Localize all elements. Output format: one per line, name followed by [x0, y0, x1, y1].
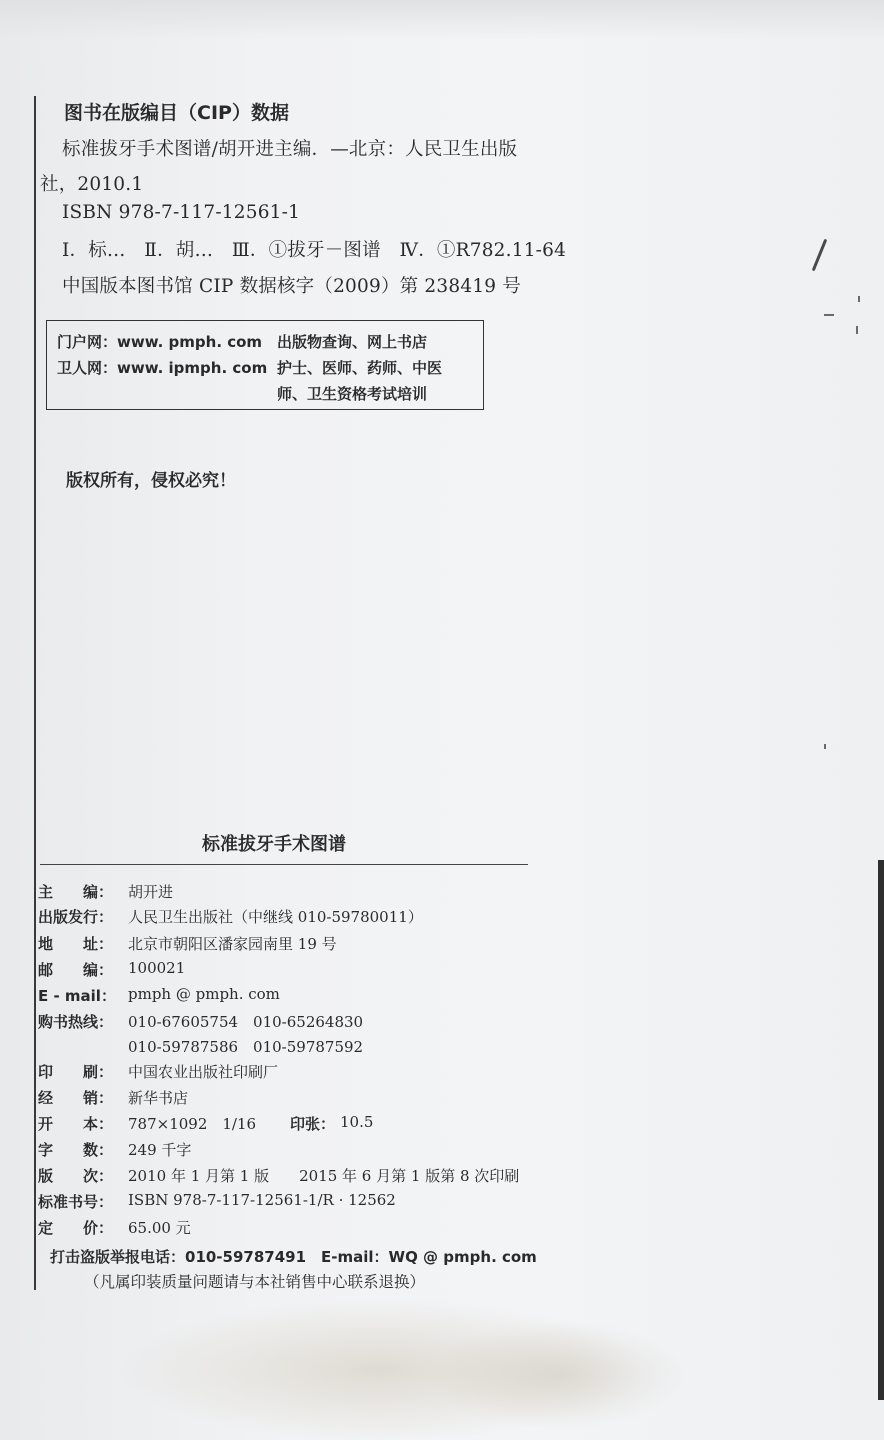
isbn-value: ISBN 978-7-117-12561-1/R · 12562	[128, 1191, 396, 1209]
email-value: pmph @ pmph. com	[128, 985, 280, 1003]
book-title: 标准拔牙手术图谱	[202, 834, 346, 855]
address-label: 地 址：	[38, 935, 114, 953]
postcode-label: 邮 编：	[38, 961, 114, 979]
cip-line-1: 标准拔牙手术图谱/胡开进主编．—北京：人民卫生出版	[62, 139, 518, 160]
distributor-value: 新华书店	[128, 1089, 189, 1107]
sheets-value: 10.5	[340, 1113, 374, 1131]
health-description-1: 护士、医师、药师、中医	[277, 359, 443, 377]
address-value: 北京市朝阳区潘家园南里 19 号	[128, 935, 337, 953]
pen-mark	[856, 326, 858, 334]
copyright-notice: 版权所有，侵权必究！	[66, 471, 236, 491]
isbn-label: 标准书号：	[38, 1193, 114, 1211]
editor-label: 主 编：	[38, 883, 114, 901]
format-label: 开 本：	[38, 1115, 114, 1133]
hotline-value-2: 010-59787586 010-59787592	[128, 1038, 364, 1056]
sheets-label: 印张：	[290, 1115, 336, 1133]
edition-value: 2010 年 1 月第 1 版 2015 年 6 月第 1 版第 8 次印刷	[128, 1167, 520, 1185]
hotline-value-1: 010-67605754 010-65264830	[128, 1013, 364, 1031]
email-label: E - mail：	[38, 987, 116, 1005]
pen-mark	[858, 296, 860, 302]
piracy-hotline: 打击盗版举报电话：010-59787491 E-mail：WQ @ pmph. com	[50, 1248, 537, 1266]
website-info-box	[46, 320, 484, 410]
pen-mark	[824, 314, 834, 316]
postcode-value: 100021	[128, 959, 186, 977]
binding-line	[34, 96, 36, 1290]
portal-website: 门户网：www. pmph. com	[57, 333, 263, 351]
health-description-2: 师、卫生资格考试培训	[277, 385, 428, 403]
printer-label: 印 刷：	[38, 1063, 114, 1081]
publisher-value: 人民卫生出版社（中继线 010-59780011）	[128, 908, 423, 926]
pen-mark	[824, 744, 826, 749]
cip-line-5: 中国版本图书馆 CIP 数据核字（2009）第 238419 号	[62, 276, 522, 297]
page-shadow-top	[0, 0, 884, 40]
hotline-label: 购书热线：	[38, 1013, 114, 1031]
cip-title: 图书在版编目（CIP）数据	[64, 102, 289, 124]
paper-stain-2	[430, 1320, 690, 1430]
editor-value: 胡开进	[128, 883, 174, 901]
health-website: 卫人网：www. ipmph. com	[57, 359, 268, 377]
price-label: 定 价：	[38, 1219, 114, 1237]
format-value: 787×1092 1/16	[128, 1115, 257, 1133]
price-value: 65.00 元	[128, 1219, 191, 1237]
distributor-label: 经 销：	[38, 1089, 114, 1107]
words-label: 字 数：	[38, 1141, 114, 1159]
edition-label: 版 次：	[38, 1167, 114, 1185]
words-value: 249 千字	[128, 1141, 192, 1159]
cip-line-3: ISBN 978-7-117-12561-1	[62, 202, 301, 223]
printer-value: 中国农业出版社印刷厂	[128, 1063, 279, 1081]
cip-line-4: Ⅰ．标… Ⅱ．胡… Ⅲ．①拔牙－图谱 Ⅳ．①R782.11-64	[62, 240, 567, 261]
quality-note: （凡属印装质量问题请与本社销售中心联系退换）	[84, 1273, 426, 1291]
publisher-label: 出版发行：	[38, 908, 114, 926]
page-edge-right	[878, 860, 884, 1400]
pen-mark	[812, 239, 828, 272]
divider	[40, 864, 528, 865]
cip-line-2: 社，2010.1	[40, 174, 144, 195]
portal-description: 出版物查询、网上书店	[277, 333, 428, 351]
